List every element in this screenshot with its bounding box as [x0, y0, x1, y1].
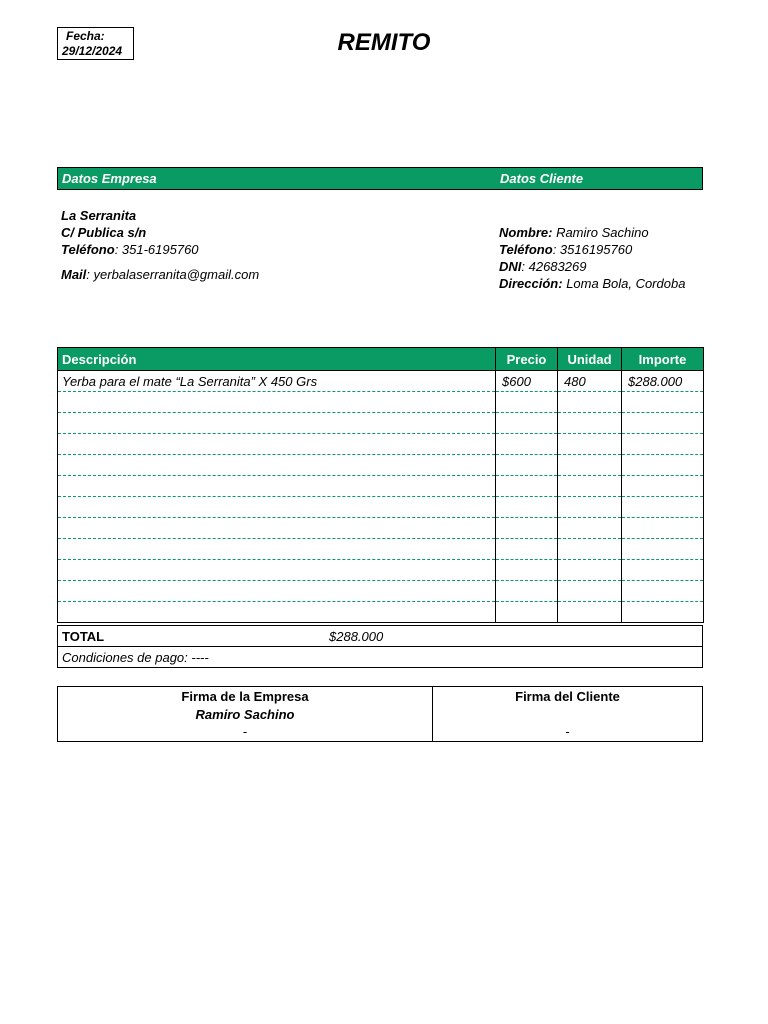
table-row [58, 455, 704, 476]
company-phone-label: Teléfono [61, 242, 115, 257]
table-row [58, 518, 704, 539]
client-address-value: Loma Bola, Cordoba [562, 276, 686, 291]
cell-description [58, 476, 496, 497]
cell-price: $600 [496, 371, 558, 392]
client-phone-label: Teléfono [499, 242, 553, 257]
client-signature-box [432, 686, 703, 742]
client-dni-label: DNI [499, 259, 522, 274]
company-signature-label: Firma de la Empresa [181, 689, 309, 704]
company-mail-value: : yerbalaserranita@gmail.com [86, 267, 260, 282]
cell-description [58, 602, 496, 623]
cell-description: Yerba para el mate “La Serranita” X 450 Grs [58, 371, 496, 392]
cell-description [58, 455, 496, 476]
cell-description [58, 497, 496, 518]
cell-unit [558, 539, 622, 560]
total-label: TOTAL [62, 629, 105, 644]
cell-description [58, 434, 496, 455]
date-value: 29/12/2024 [62, 44, 123, 58]
client-name-value: Ramiro Sachino [552, 225, 649, 240]
cell-amount [622, 539, 704, 560]
cell-price [496, 413, 558, 434]
company-phone-value: : 351-6195760 [114, 242, 199, 257]
company-mail-label: Mail [61, 267, 87, 282]
cell-amount [622, 392, 704, 413]
cell-amount [622, 560, 704, 581]
cell-unit [558, 434, 622, 455]
cell-amount [622, 413, 704, 434]
company-info [61, 207, 259, 283]
table-row [58, 434, 704, 455]
cell-amount [622, 476, 704, 497]
cell-price [496, 497, 558, 518]
cell-unit [558, 455, 622, 476]
column-header-description: Descripción [58, 348, 496, 371]
client-signature-line: - [565, 724, 570, 739]
cell-amount [622, 518, 704, 539]
company-signature-line: - [242, 724, 248, 739]
client-phone-value: : 3516195760 [552, 242, 633, 257]
cell-price [496, 476, 558, 497]
table-row [58, 539, 704, 560]
cell-unit [558, 560, 622, 581]
cell-price [496, 434, 558, 455]
client-info [499, 224, 685, 292]
cell-description [58, 413, 496, 434]
company-name: La Serranita [61, 208, 137, 223]
cell-price [496, 581, 558, 602]
cell-description [58, 560, 496, 581]
column-header-amount: Importe [622, 348, 704, 371]
cell-price [496, 392, 558, 413]
table-row [58, 602, 704, 623]
company-section-label: Datos Empresa [62, 171, 157, 186]
table-row [58, 476, 704, 497]
cell-amount [622, 434, 704, 455]
client-address-label: Dirección: [499, 276, 563, 291]
section-header-bar [57, 167, 703, 190]
cell-description [58, 392, 496, 413]
document-title: REMITO [337, 29, 431, 56]
company-address: C/ Publica s/n [61, 225, 147, 240]
payment-conditions-row [57, 646, 703, 668]
cell-unit [558, 602, 622, 623]
table-row [58, 497, 704, 518]
cell-price [496, 455, 558, 476]
total-value: $288.000 [329, 629, 384, 644]
table-row [58, 371, 704, 392]
column-header-price: Precio [496, 348, 558, 371]
table-row [58, 560, 704, 581]
company-signature-box [57, 686, 433, 742]
cell-description [58, 539, 496, 560]
table-row [58, 413, 704, 434]
client-signature-label: Firma del Cliente [515, 689, 620, 704]
cell-amount: $288.000 [622, 371, 704, 392]
column-header-unit: Unidad [558, 348, 622, 371]
table-header-row [58, 348, 704, 371]
client-name-label: Nombre: [499, 225, 553, 240]
cell-unit [558, 392, 622, 413]
cell-amount [622, 602, 704, 623]
cell-unit: 480 [558, 371, 622, 392]
cell-price [496, 518, 558, 539]
cell-unit [558, 497, 622, 518]
cell-description [58, 518, 496, 539]
items-table [57, 347, 704, 623]
cell-price [496, 539, 558, 560]
cell-unit [558, 413, 622, 434]
cell-unit [558, 476, 622, 497]
cell-price [496, 560, 558, 581]
client-section-label: Datos Cliente [500, 171, 584, 186]
table-row [58, 392, 704, 413]
cell-unit [558, 581, 622, 602]
total-row [57, 625, 703, 647]
table-row [58, 581, 704, 602]
cell-amount [622, 581, 704, 602]
cell-amount [622, 455, 704, 476]
cell-price [496, 602, 558, 623]
company-signature-name: Ramiro Sachino [195, 707, 295, 722]
date-label: Fecha: [66, 29, 105, 43]
payment-conditions: Condiciones de pago: ---- [62, 650, 209, 665]
client-dni-value: : 42683269 [521, 259, 587, 274]
cell-description [58, 581, 496, 602]
cell-unit [558, 518, 622, 539]
cell-amount [622, 497, 704, 518]
